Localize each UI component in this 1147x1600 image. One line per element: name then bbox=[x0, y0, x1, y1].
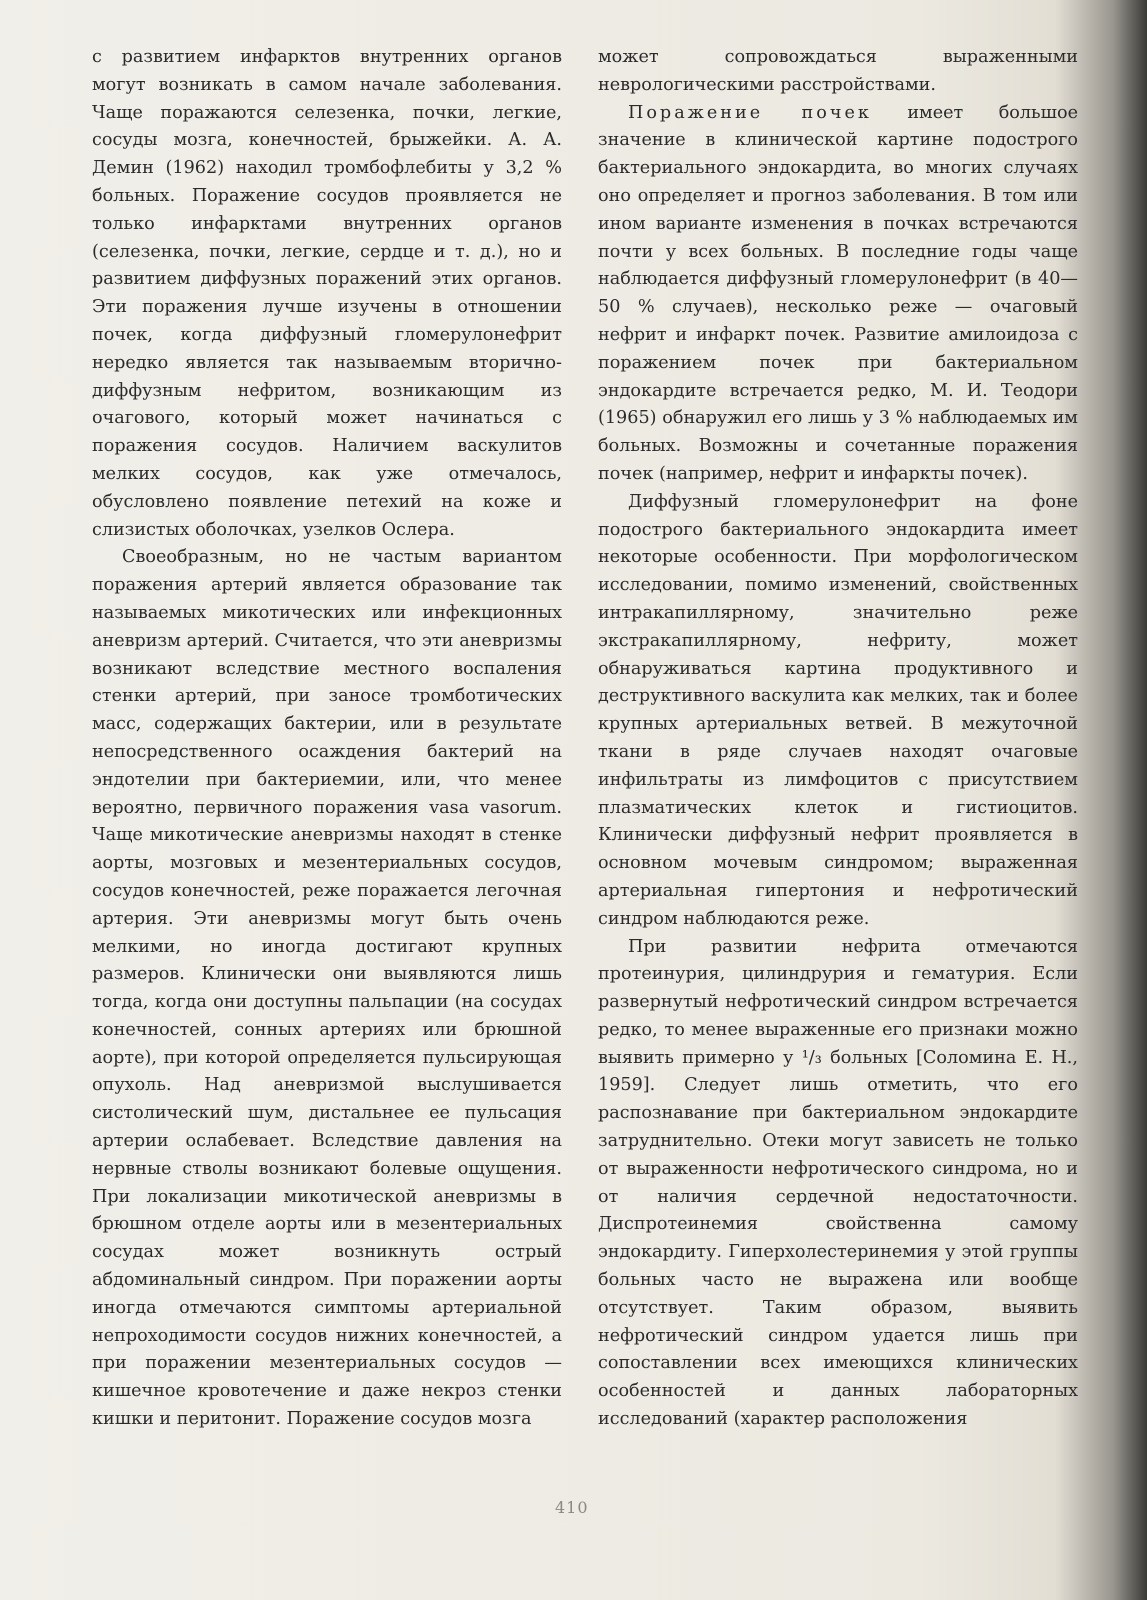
page-number: 410 bbox=[555, 1498, 589, 1517]
right-column bbox=[598, 44, 1078, 1434]
left-column bbox=[92, 44, 562, 1434]
right-paragraph-3: Диффузный гломерулонефрит на фоне подострого бактериального эндокардита имеет некоторые особенности. При морфологическом исследовании, помимо изменений, свойственных интракапиллярному, значительно реже экстракапиллярному, нефриту, может обнаруживаться картина продуктивного и деструктивного васкулита как мелких, так и более крупных артериальных ветвей. В межуточной ткани в ряде случаев находят очаговые инфильтраты из лимфоцитов с присутствием плазматических клеток и гистиоцитов. Клинически диффузный нефрит проявляется в основном мочевым синдромом; выраженная артериальная гипертония и нефротический синдром наблюдаются реже. bbox=[598, 491, 1078, 929]
right-paragraph-4: При развитии нефрита отмечаются протеинурия, цилиндрурия и гематурия. Если развернутый нефротический синдром встречается редко, то менее выраженные его признаки можно выявить примерно у ¹/₃ больных [Соломина Е. Н., 1959]. Следует лишь отметить, что его распознавание при бактериальном эндокардите затруднительно. Отеки могут зависеть не только от выраженности нефротического синдрома, но и от наличия сердечной недостаточности. Диспротеинемия свойственна самому эндокардиту. Гиперхолестеринемия у этой группы больных часто не выражена или вообще отсутствует. Таким образом, выявить нефротический синдром удается лишь при сопоставлении всех имеющихся клинических особенностей и данных лабораторных исследований (характер расположения bbox=[598, 936, 1078, 1430]
left-paragraph-1: с развитием инфарктов внутренних органов могут возникать в самом начале заболевания. Чаще поражаются селезенка, почки, легкие, сосуды мозга, конечностей, брыжейки. А. А. Демин (1962) находил тромбофлебиты у 3,2 % больных. Поражение сосудов проявляется не только инфарктами внутренних органов (селезенка, почки, легкие, сердце и т. д.), но и развитием диффузных поражений этих органов. Эти поражения лучше изучены в отношении почек, когда диффузный гломерулонефрит нередко является так называемым вторично-диффузным нефритом, возникающим из очагового, который может начинаться с поражения сосудов. Наличием васкулитов мелких сосудов, как уже отмечалось, обусловлено появление петехий на коже и слизистых оболочках, узелков Ослера. bbox=[92, 47, 562, 540]
right-paragraph-2-text: имеет большое значение в клинической картине подострого бактериального эндокардита, во многих случаях оно определяет и прогноз заболевания. В том или ином варианте изменения в почках встречаются почти у всех больных. В последние годы чаще наблюдается диффузный гломерулонефрит (в 40—50 % случаев), несколько реже — очаговый нефрит и инфаркт почек. Развитие амилоидоза с поражением почек при бактериальном эндокардите встречается редко, М. И. Теодори (1965) обнаружил его лишь у 3 % наблюдаемых им больных. Возможны и сочетанные поражения почек (например, нефрит и инфаркты почек). bbox=[598, 102, 1078, 484]
right-paragraph-1: может сопровождаться выраженными неврологическими расстройствами. bbox=[598, 47, 1078, 95]
left-paragraph-2: Своеобразным, но не частым вариантом поражения артерий является образование так называемых микотических или инфекционных аневризм артерий. Считается, что эти аневризмы возникают вследствие местного воспаления стенки артерий, при заносе тромботических масс, содержащих бактерии, или в результате непосредственного осаждения бактерий на эндотелии при бактериемии, или, что менее вероятно, первичного поражения vasa vasorum. Чаще микотические аневризмы находят в стенке аорты, мозговых и мезентериальных сосудов, сосудов конечностей, реже поражается легочная артерия. Эти аневризмы могут быть очень мелкими, но иногда достигают крупных размеров. Клинически они выявляются лишь тогда, когда они доступны пальпации (на сосудах конечностей, сонных артериях или брюшной аорте), при которой определяется пульсирующая опухоль. Над аневризмой выслушивается систолический шум, дистальнее ее пульсация артерии ослабевает. Вследствие давления на нервные стволы возникают болевые ощущения. При локализации микотической аневризмы в брюшном отделе аорты или в мезентериальных сосудах может возникнуть острый абдоминальный синдром. При поражении аорты иногда отмечаются симптомы артериальной непроходимости сосудов нижних конечностей, а при поражении мезентериальных сосудов — кишечное кровотечение и даже некроз стенки кишки и перитонит. Поражение сосудов мозга bbox=[92, 547, 562, 1430]
right-paragraph-2 bbox=[598, 100, 1078, 489]
section-lead-text: Поражение почек bbox=[628, 102, 872, 123]
